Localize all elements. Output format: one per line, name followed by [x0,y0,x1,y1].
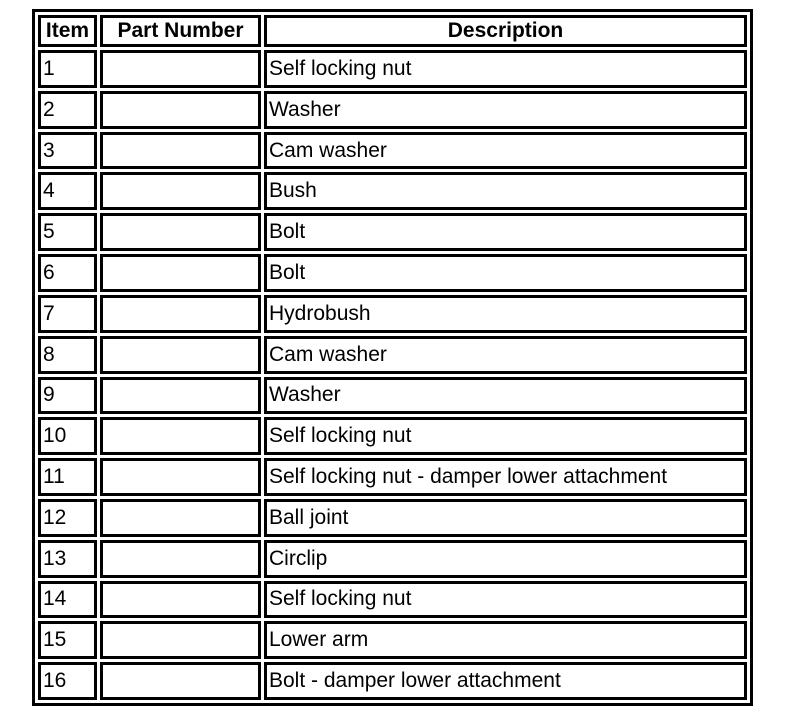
item-cell: 7 [38,295,97,333]
part-number-cell [100,254,261,292]
table-row [38,499,747,537]
header-row [38,15,747,47]
item-cell: 9 [38,377,97,415]
table-row [38,295,747,333]
table-row [38,540,747,578]
table-row [38,213,747,251]
item-cell: 14 [38,581,97,619]
description-cell: Self locking nut - damper lower attachment [264,458,747,496]
description-cell: Self locking nut [264,50,747,88]
table-row [38,662,747,700]
table-row [38,417,747,455]
part-number-cell [100,377,261,415]
table-row [38,458,747,496]
header-description: Description [264,15,747,47]
part-number-cell [100,417,261,455]
part-number-cell [100,91,261,129]
item-cell: 4 [38,172,97,210]
table-row [38,132,747,170]
part-number-cell [100,213,261,251]
table-row [38,172,747,210]
description-cell: Lower arm [264,621,747,659]
part-number-cell [100,458,261,496]
parts-table [35,12,750,703]
table-row [38,91,747,129]
description-cell: Cam washer [264,132,747,170]
header-part-number: Part Number [100,15,261,47]
description-cell: Washer [264,91,747,129]
item-cell: 6 [38,254,97,292]
table-row [38,581,747,619]
item-cell: 13 [38,540,97,578]
description-cell: Circlip [264,540,747,578]
header-item: Item [38,15,97,47]
part-number-cell [100,662,261,700]
item-cell: 12 [38,499,97,537]
item-cell: 1 [38,50,97,88]
table-row [38,621,747,659]
table-body [38,50,747,700]
item-cell: 10 [38,417,97,455]
item-cell: 3 [38,132,97,170]
part-number-cell [100,336,261,374]
table-row [38,50,747,88]
parts-table-frame [32,9,753,706]
item-cell: 8 [38,336,97,374]
item-cell: 16 [38,662,97,700]
part-number-cell [100,295,261,333]
description-cell: Hydrobush [264,295,747,333]
item-cell: 15 [38,621,97,659]
description-cell: Self locking nut [264,417,747,455]
item-cell: 2 [38,91,97,129]
part-number-cell [100,621,261,659]
description-cell: Bolt - damper lower attachment [264,662,747,700]
table-row [38,336,747,374]
description-cell: Bolt [264,213,747,251]
part-number-cell [100,581,261,619]
description-cell: Bolt [264,254,747,292]
part-number-cell [100,540,261,578]
description-cell: Washer [264,377,747,415]
part-number-cell [100,499,261,537]
description-cell: Ball joint [264,499,747,537]
table-row [38,254,747,292]
description-cell: Bush [264,172,747,210]
description-cell: Self locking nut [264,581,747,619]
table-row [38,377,747,415]
part-number-cell [100,172,261,210]
item-cell: 5 [38,213,97,251]
part-number-cell [100,132,261,170]
description-cell: Cam washer [264,336,747,374]
item-cell: 11 [38,458,97,496]
part-number-cell [100,50,261,88]
